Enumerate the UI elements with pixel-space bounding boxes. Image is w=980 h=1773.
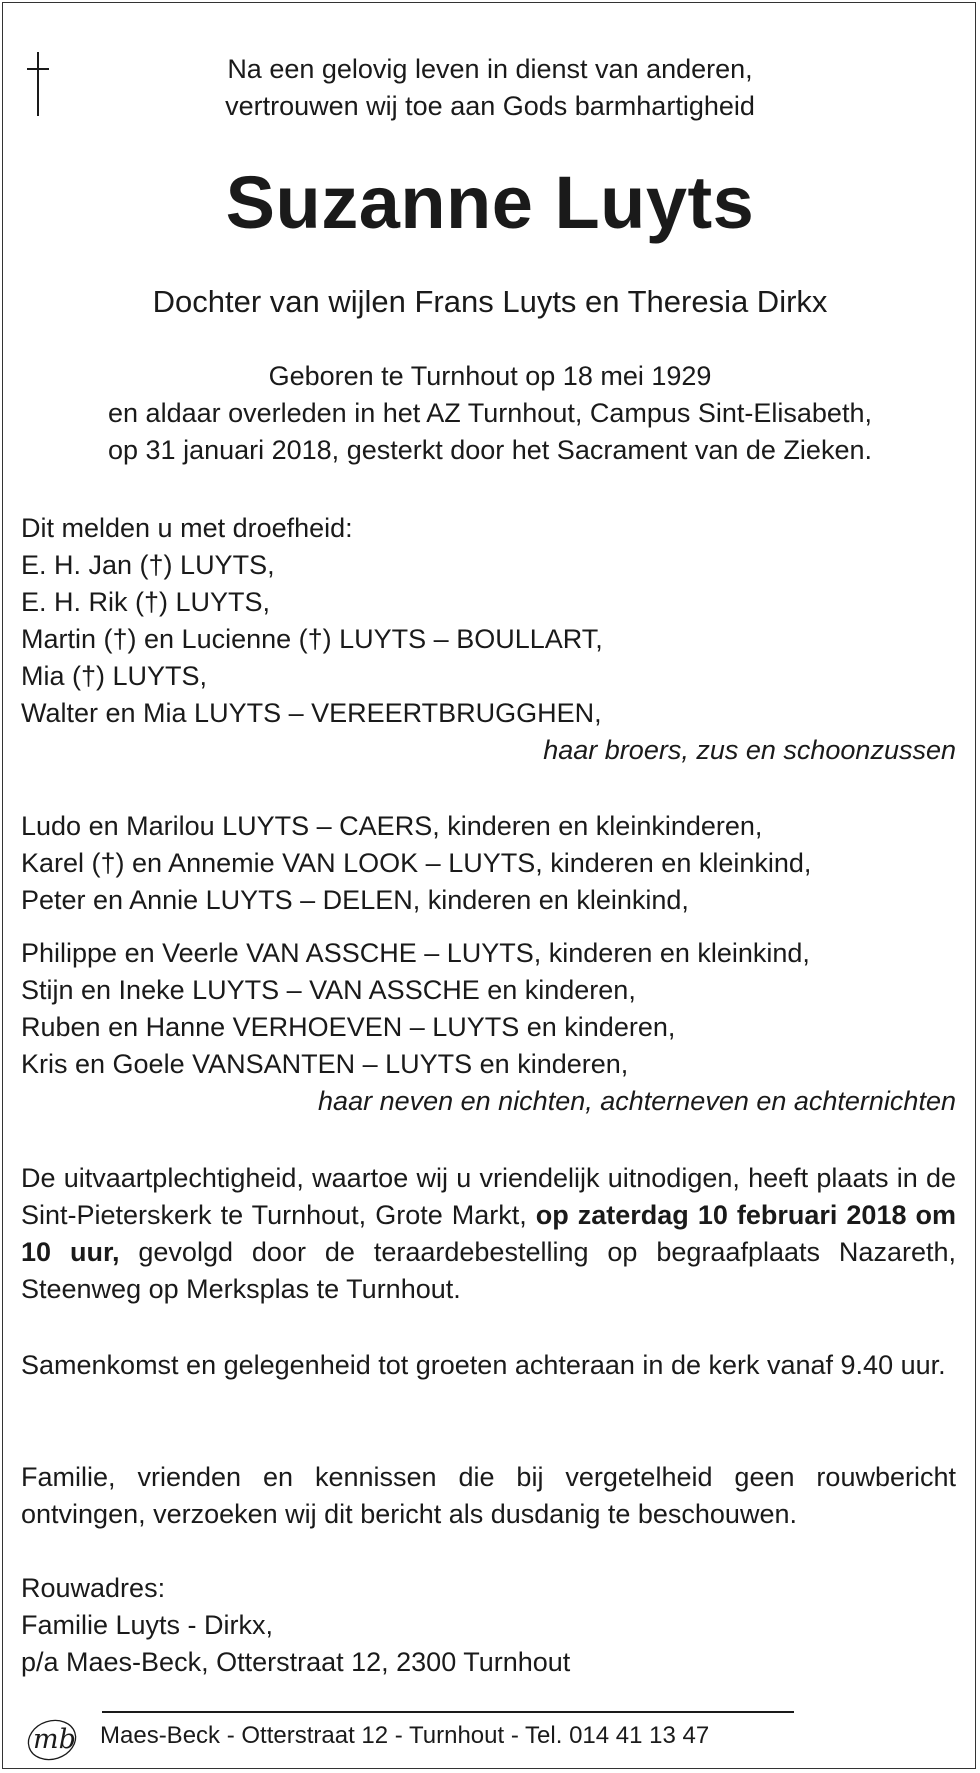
footer-divider — [102, 1711, 794, 1713]
relation-label: haar neven en nichten, achterneven en achternichten — [318, 1086, 956, 1116]
death-date-line: op 31 januari 2018, gesterkt door het Sacrament van de Zieken. — [108, 435, 872, 465]
mourner-line: Peter en Annie LUYTS – DELEN, kinderen en kleinkind, — [21, 885, 689, 915]
address-line: p/a Maes-Beck, Otterstraat 12, 2300 Turnhout — [21, 1647, 571, 1677]
mourners-nephews-a — [21, 808, 956, 919]
svg-text:mb: mb — [33, 1724, 76, 1755]
mourners-nephews-b — [21, 935, 956, 1120]
mourning-address — [21, 1570, 956, 1681]
address-line: Familie Luyts - Dirkx, — [21, 1610, 274, 1640]
intro-line: Na een gelovig leven in dienst van anderen, — [227, 54, 753, 84]
ceremony-paragraph — [21, 1160, 956, 1308]
mourner-line: Philippe en Veerle VAN ASSCHE – LUYTS, kinderen en kleinkind, — [21, 938, 810, 968]
death-line: en aldaar overleden in het AZ Turnhout, Campus Sint-Elisabeth, — [108, 398, 872, 428]
mourner-line: E. H. Jan (†) LUYTS, — [21, 550, 275, 580]
funeral-ceremony — [21, 1160, 956, 1308]
mourner-line: Walter en Mia LUYTS – VEREERTBRUGGHEN, — [21, 698, 602, 728]
mourner-line: E. H. Rik (†) LUYTS, — [21, 587, 271, 617]
footer-contact: Maes-Beck - Otterstraat 12 - Turnhout - Tel. 014 41 13 47 — [100, 1722, 710, 1749]
address-label: Rouwadres: — [21, 1573, 166, 1603]
deceased-name: Suzanne Luyts — [225, 161, 755, 244]
notice-text: Familie, vrienden en kennissen die bij vergetelheid geen rouwbericht ontvingen, verzoeken wij dit bericht als dusdanig te beschouwen. — [21, 1462, 956, 1529]
mourner-line: Mia (†) LUYTS, — [21, 661, 208, 691]
mourners-siblings — [21, 510, 956, 769]
gathering-text: Samenkomst en gelegenheid tot groeten achteraan in de kerk vanaf 9.40 uur. — [21, 1350, 946, 1380]
parents-line: Dochter van wijlen Frans Luyts en Theresia Dirkx — [152, 284, 828, 319]
relation-label: haar broers, zus en schoonzussen — [543, 735, 956, 765]
birth-death-info — [0, 358, 980, 469]
mourner-line: Karel (†) en Annemie VAN LOOK – LUYTS, kinderen en kleinkind, — [21, 848, 812, 878]
mourner-line: Kris en Goele VANSANTEN – LUYTS en kinderen, — [21, 1049, 629, 1079]
intro-line: vertrouwen wij toe aan Gods barmhartigheid — [225, 91, 755, 121]
intro-text — [0, 51, 980, 125]
mourner-line: Ludo en Marilou LUYTS – CAERS, kinderen en kleinkinderen, — [21, 811, 763, 841]
notice-info — [21, 1459, 956, 1533]
ceremony-text-after: gevolgd door de teraardebestelling op begraafplaats Nazareth, Steenweg op Merksplas te Turnhout. — [21, 1237, 956, 1304]
birth-line: Geboren te Turnhout op 18 mei 1929 — [268, 361, 712, 391]
mourner-line: Ruben en Hanne VERHOEVEN – LUYTS en kinderen, — [21, 1012, 676, 1042]
gathering-info — [21, 1347, 956, 1384]
mourners-intro: Dit melden u met droefheid: — [21, 513, 353, 543]
maes-beck-logo — [24, 1714, 86, 1762]
mourner-line: Stijn en Ineke LUYTS – VAN ASSCHE en kinderen, — [21, 975, 636, 1005]
ceremony-date: op zaterdag 10 februari 2018 om 10 uur, — [21, 1200, 956, 1267]
ceremony-text: De uitvaartplechtigheid, waartoe wij u vriendelijk uitnodigen, heeft plaats in de Sint-Pieterskerk te Turnhout, Grote Markt, — [21, 1163, 956, 1230]
mourner-line: Martin (†) en Lucienne (†) LUYTS – BOULLART, — [21, 624, 603, 654]
